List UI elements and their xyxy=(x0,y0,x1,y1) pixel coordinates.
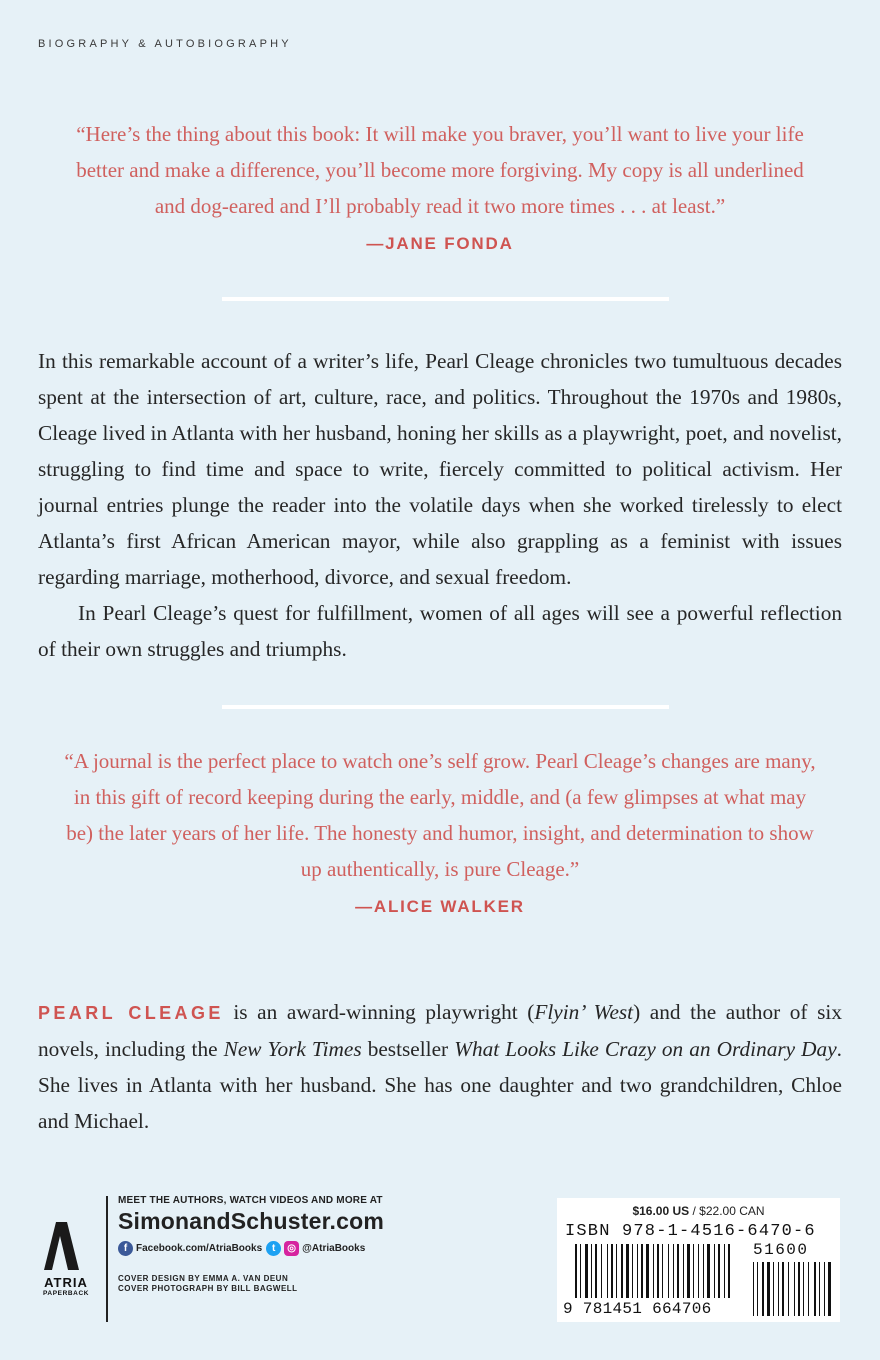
bio-text: . She lives in Atlanta with her husband. She has one daughter and two grandchildren, Chloe and Michael. xyxy=(38,1037,842,1133)
vertical-divider xyxy=(106,1196,108,1322)
bio-text: ) and the author of six novels, including the xyxy=(38,1000,842,1061)
author-bio xyxy=(38,994,842,1139)
publisher-promo xyxy=(118,1195,384,1294)
isbn-number: ISBN 978-1-4516-6470-6 xyxy=(565,1222,816,1241)
twitter-icon[interactable]: t xyxy=(266,1241,281,1256)
cover-photo-credit: COVER PHOTOGRAPH BY BILL BAGWELL xyxy=(118,1284,298,1293)
barcode-box xyxy=(557,1198,840,1322)
website-link[interactable]: SimonandSchuster.com xyxy=(118,1208,385,1234)
price-can: / $22.00 CAN xyxy=(689,1204,765,1218)
price-us: $16.00 US xyxy=(632,1204,690,1218)
description-paragraph: In Pearl Cleage’s quest for fulfillment, women of all ages will see a powerful reflection of their own struggles and triumphs. xyxy=(38,601,842,661)
logo-subtext: PAPERBACK xyxy=(42,1290,90,1297)
quote-text: “Here’s the thing about this book: It will make you braver, you’ll want to live your life better and make a difference, you’ll become more forgiving. My copy is all underlined and dog-eared and I’ll probably read it two more times . . . at least.” xyxy=(76,122,804,218)
social-handle[interactable]: @AtriaBooks xyxy=(302,1243,366,1254)
instagram-icon[interactable]: ◎ xyxy=(284,1241,299,1256)
promo-text: MEET THE AUTHORS, WATCH VIDEOS AND MORE AT xyxy=(118,1195,383,1206)
cover-design-credit: COVER DESIGN BY EMMA A. VAN DEUN xyxy=(118,1274,289,1283)
cover-credits xyxy=(118,1274,384,1294)
newspaper-title: New York Times xyxy=(223,1037,362,1061)
quote-attribution: —JANE FONDA xyxy=(366,234,514,253)
play-title: Flyin’ West xyxy=(534,1000,634,1024)
novel-title: What Looks Like Crazy on an Ordinary Day xyxy=(454,1037,837,1061)
social-links xyxy=(118,1241,384,1256)
divider xyxy=(222,705,669,709)
atria-logo xyxy=(36,1220,96,1297)
category-label: BIOGRAPHY & AUTOBIOGRAPHY xyxy=(38,38,292,50)
divider xyxy=(222,297,669,301)
facebook-link[interactable]: Facebook.com/AtriaBooks xyxy=(136,1243,263,1254)
logo-text: ATRIA xyxy=(44,1275,88,1290)
description-paragraph: In this remarkable account of a writer’s life, Pearl Cleage chronicles two tumultuous decades spent at the intersection of art, culture, race, and politics. Throughout the 1970s and 1980s, Cleage lived in Atlanta with her husband, honing her skills as a playwright, poet, and novelist, struggling to find time and space to write, fiercely committed to political activism. Her journal entries plunge the reader into the volatile days when she worked tirelessly to elect Atlanta’s first African American mayor, while also grappling as a feminist with issues regarding marriage, motherhood, divorce, and sexual freedom. xyxy=(38,349,842,589)
facebook-icon[interactable]: f xyxy=(118,1241,133,1256)
author-name: PEARL CLEAGE xyxy=(38,1003,224,1023)
price-addon-digits: 51600 xyxy=(753,1241,809,1259)
atria-logo-icon xyxy=(36,1220,96,1272)
book-description xyxy=(38,343,842,667)
ean-digits: 9 781451 664706 xyxy=(563,1300,712,1318)
alice-walker-quote xyxy=(60,743,820,925)
bio-text: bestseller xyxy=(361,1037,455,1061)
quote-text: “A journal is the perfect place to watch one’s self grow. Pearl Cleage’s changes are many, in this gift of record keeping during the early, middle, and (a few glimpses at what may be) the later years of her life. The honesty and humor, insight, and determination to show up authentically, is pure Cleage.” xyxy=(64,749,816,881)
quote-attribution: —ALICE WALKER xyxy=(355,897,525,916)
jane-fonda-quote xyxy=(60,116,820,262)
bio-text: is an award-winning playwright ( xyxy=(223,1000,535,1024)
